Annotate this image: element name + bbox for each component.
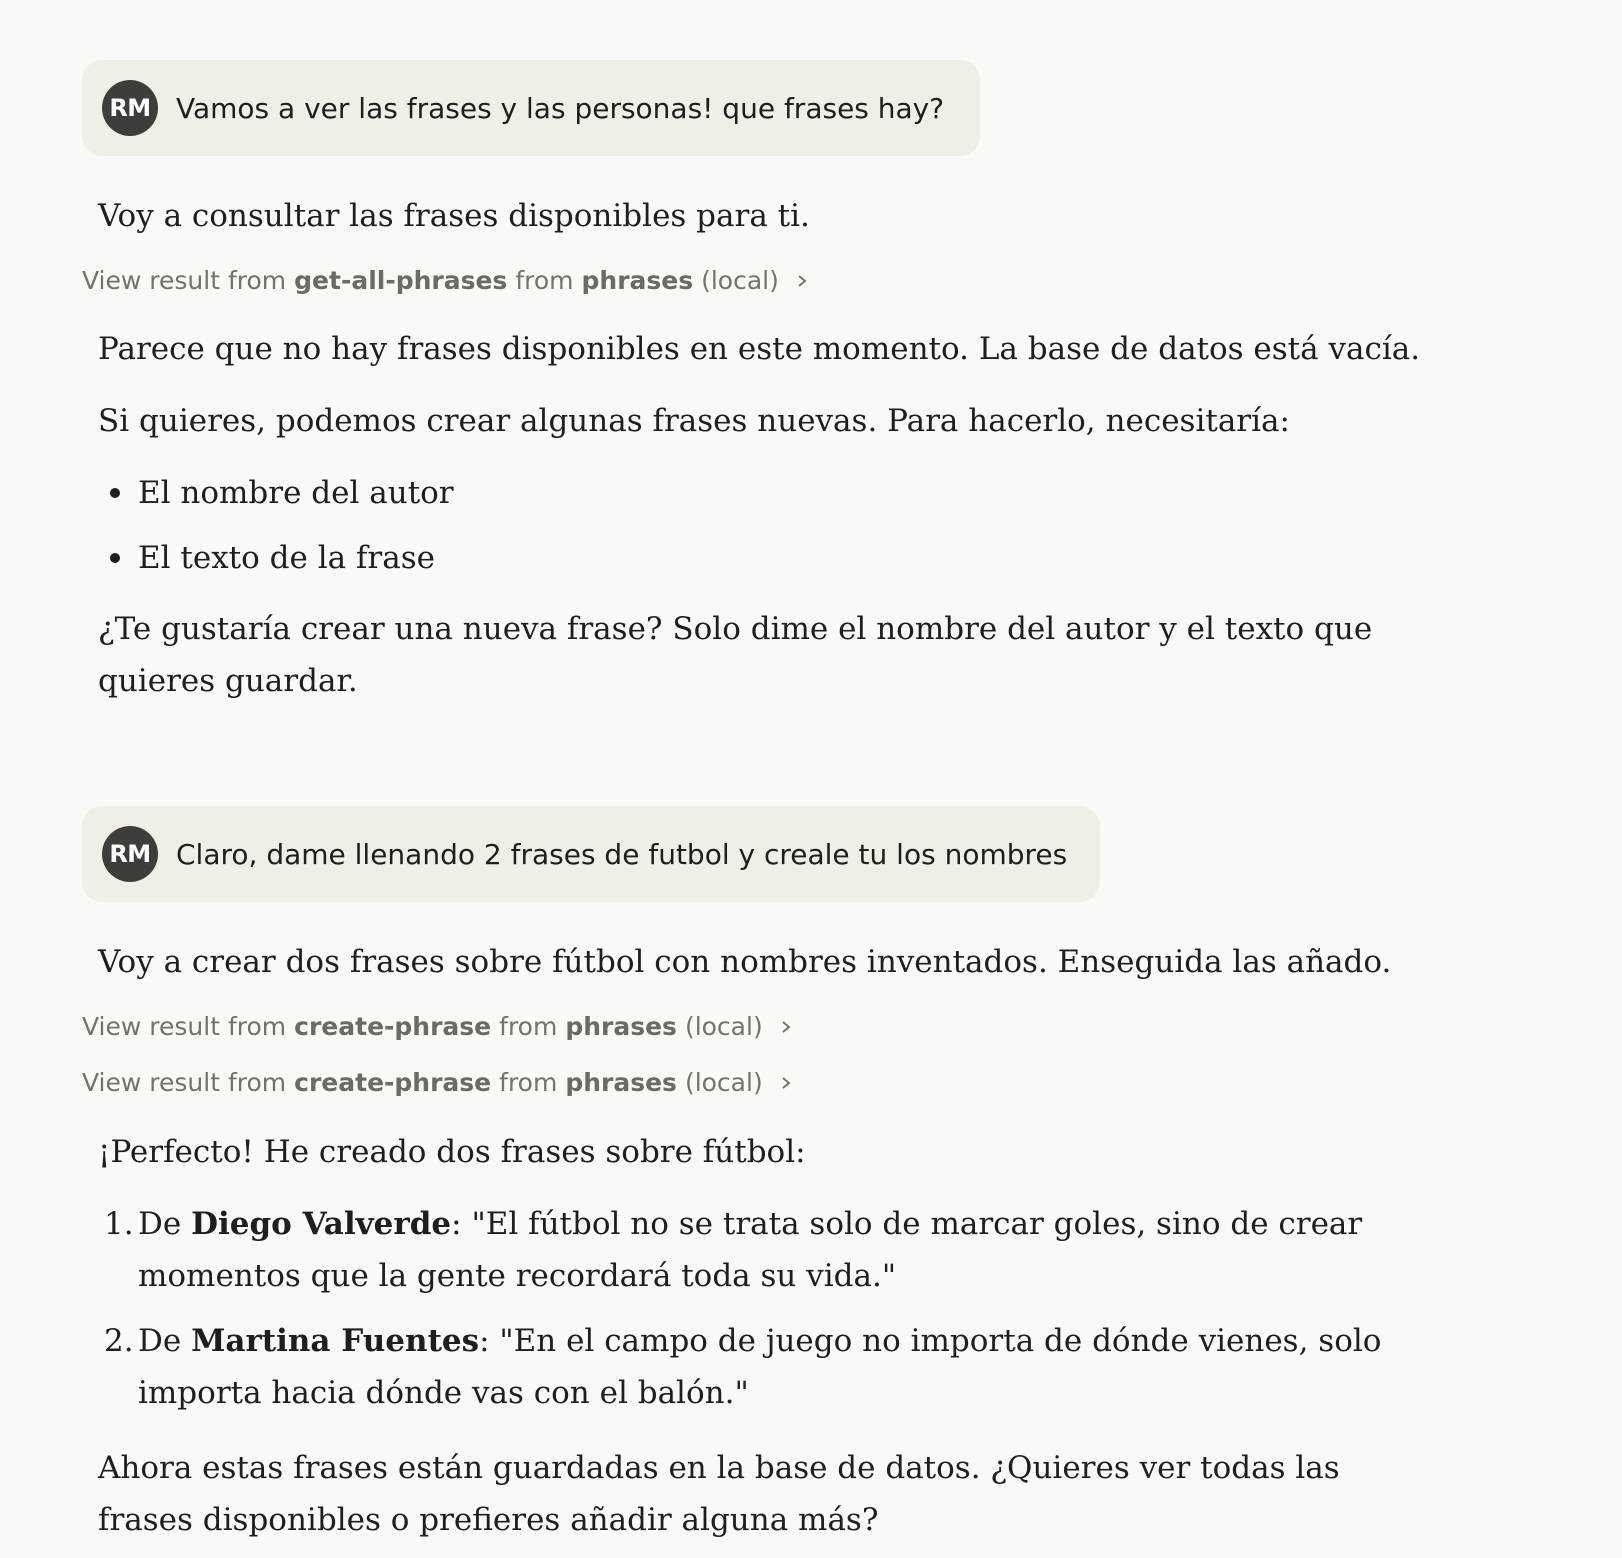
user-avatar: RM — [102, 80, 158, 136]
server-name: phrases — [565, 1012, 677, 1041]
tool-link-prefix: View result from — [82, 1012, 287, 1041]
tool-link-suffix: (local) — [701, 266, 779, 295]
tool-link-suffix: (local) — [684, 1012, 763, 1041]
assistant-text: Si quieres, podemos crear algunas frases nuevas. Para hacerlo, necesitaría: — [98, 403, 1290, 439]
tool-link-mid: from — [515, 266, 574, 295]
chevron-right-icon — [795, 271, 809, 291]
assistant-text: Voy a consultar las frases disponibles para ti. — [98, 198, 810, 234]
tool-link-prefix: View result from — [82, 1068, 287, 1097]
tool-link-prefix: View result from — [82, 266, 287, 295]
author-name: Diego Valverde — [191, 1206, 452, 1242]
author-name: Martina Fuentes — [191, 1323, 480, 1359]
tool-link-mid: from — [499, 1068, 558, 1097]
tool-result-link[interactable] — [82, 1068, 793, 1097]
chevron-right-icon — [779, 1017, 793, 1037]
assistant-text: Parece que no hay frases disponibles en este momento. La base de datos está vacía. — [98, 331, 1421, 367]
tool-name: create-phrase — [294, 1012, 492, 1041]
list-item-prefix: De — [138, 1323, 192, 1359]
tool-name: get-all-phrases — [294, 266, 508, 295]
list-item-body — [138, 1315, 1498, 1419]
user-message-text: Claro, dame llenando 2 frases de futbol y creale tu los nombres — [176, 837, 1068, 871]
bullet-icon — [110, 553, 120, 563]
assistant-text: ¡Perfecto! He creado dos frases sobre fútbol: — [98, 1134, 806, 1170]
tool-name: create-phrase — [294, 1068, 492, 1097]
tool-link-mid: from — [499, 1012, 558, 1041]
assistant-text: ¿Te gustaría crear una nueva frase? Solo dime el nombre del autor y el texto que quieres guardar. — [98, 611, 1373, 699]
ordered-list-item — [98, 1315, 1498, 1419]
list-item-text: El nombre del autor — [138, 475, 454, 511]
user-avatar: RM — [102, 826, 158, 882]
list-item — [98, 467, 454, 519]
list-item — [98, 532, 435, 584]
tool-result-link[interactable] — [82, 1012, 793, 1041]
assistant-text: Ahora estas frases están guardadas en la base de datos. ¿Quieres ver todas las frases disponibles o prefieres añadir alguna más? — [98, 1450, 1340, 1538]
tool-link-suffix: (local) — [684, 1068, 763, 1097]
user-message-text: Vamos a ver las frases y las personas! que frases hay? — [176, 91, 945, 125]
list-item-body — [138, 1198, 1498, 1302]
list-number: 2. — [104, 1323, 134, 1359]
assistant-text: Voy a crear dos frases sobre fútbol con nombres inventados. Enseguida las añado. — [98, 944, 1392, 980]
list-item-prefix: De — [138, 1206, 192, 1242]
server-name: phrases — [565, 1068, 677, 1097]
ordered-list-item — [98, 1198, 1498, 1302]
user-message — [82, 60, 980, 156]
phrase-text: : "El fútbol no se trata solo de marcar goles, sino de crear momentos que la gente recordará toda su vida." — [138, 1206, 1363, 1294]
user-message — [82, 806, 1100, 902]
server-name: phrases — [581, 266, 694, 295]
chevron-right-icon — [779, 1073, 793, 1093]
bullet-icon — [110, 488, 120, 498]
list-item-text: El texto de la frase — [138, 540, 435, 576]
list-number: 1. — [104, 1206, 134, 1242]
phrase-text: : "En el campo de juego no importa de dónde vienes, solo importa hacia dónde vas con el balón." — [138, 1323, 1382, 1411]
tool-result-link[interactable] — [82, 266, 809, 295]
